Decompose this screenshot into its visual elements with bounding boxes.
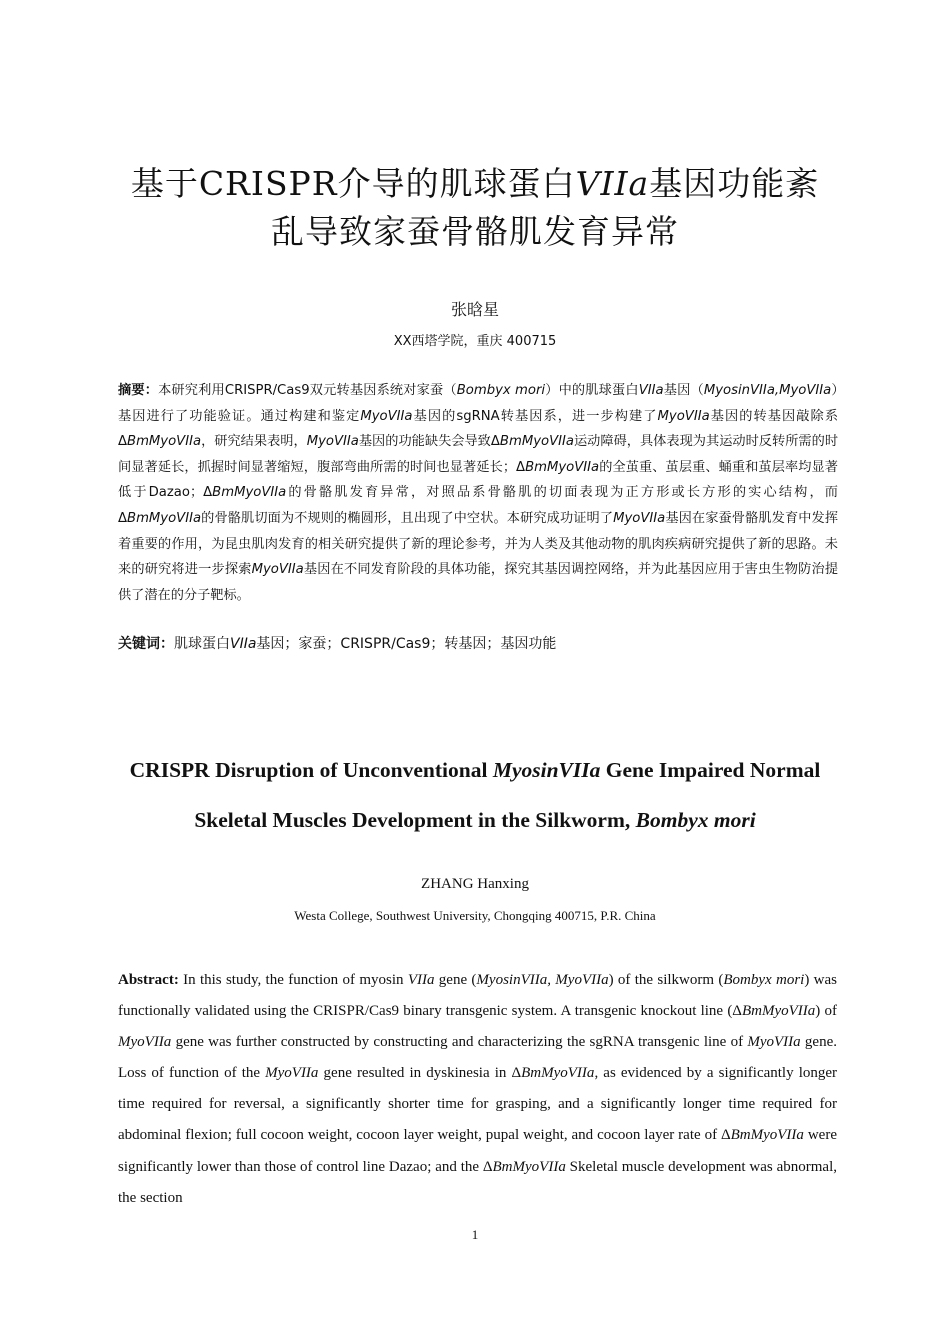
abstract-text: 基因在不同发育阶段的具体功能，探究其基因调控网络，并为此基因应用于害虫生物防治提供了潜在的分子靶标。 xyxy=(118,562,839,603)
abstract-text: 的全茧重、茧层重、蛹重和茧层率均显著低于Dazao；Δ xyxy=(118,459,838,501)
abstract-text: gene was further constructed by constructing and characterizing the sgRNA transgenic line of xyxy=(171,1034,748,1051)
english-title-gene: MyosinVIIa xyxy=(492,758,601,782)
keywords-text: 基因；家蚕；CRISPR/Cas9；转基因；基因功能 xyxy=(256,636,557,652)
chinese-abstract-label: 摘要： xyxy=(118,383,159,398)
chinese-affiliation: XX西塔学院，重庆 400715 xyxy=(393,334,557,349)
abstract-italic: BmMyoVIIa xyxy=(212,485,287,501)
abstract-italic: BmMyoVIIa xyxy=(499,434,574,450)
chinese-keywords xyxy=(118,632,838,656)
english-title xyxy=(100,745,850,845)
abstract-text: ) was functionally validated using the CRISPR/Cas9 binary transgenic system. A transgenic knockout line (Δ xyxy=(118,972,837,1020)
keywords-italic: VIIa xyxy=(230,636,257,652)
abstract-text: 基因在家蚕骨骼肌发育中发挥着重要的作用，为昆虫肌肉发育的相关研究提供了新的理论参考，并为人类及其他动物的肌肉疾病研究提供了新的思路。未来的研究将进一步探索 xyxy=(118,510,839,578)
chinese-keywords-label: 关键词： xyxy=(118,636,174,652)
chinese-title xyxy=(100,160,850,256)
english-title-part: CRISPR Disruption of Unconventional xyxy=(129,758,493,782)
abstract-text: ）中的肌球蛋白 xyxy=(545,383,639,398)
abstract-text: ) of xyxy=(815,1003,837,1020)
chinese-title-gene: VIIa xyxy=(575,164,650,203)
abstract-italic: BmMyoVIIa xyxy=(730,1127,804,1144)
abstract-text: were significantly lower than those of control line Dazao; and the Δ xyxy=(118,1127,837,1175)
chinese-title-part: 基于CRISPR介导的肌球蛋白 xyxy=(130,164,576,203)
abstract-text: 运动障碍，具体表现为其运动时反转所需的时间显著延长，抓握时间显著缩短，腹部弯曲所需的时间也显著延长；Δ xyxy=(118,434,839,475)
abstract-text: ）基因进行了功能验证。通过构建和鉴定 xyxy=(118,383,838,424)
abstract-italic: MyoVIIa xyxy=(657,408,710,424)
abstract-text: 的骨骼肌切面为不规则的椭圆形，且出现了中空状。本研究成功证明了 xyxy=(201,510,614,526)
abstract-italic: MyoVIIa xyxy=(118,1034,172,1051)
abstract-italic: MyoVIIa xyxy=(747,1034,801,1051)
abstract-italic: MyoVIIa xyxy=(613,510,666,526)
english-author: ZHANG Hanxing xyxy=(421,876,529,892)
abstract-italic: MyosinVIIa, MyoVIIa xyxy=(476,972,609,988)
abstract-italic: BmMyoVIIa xyxy=(521,1065,595,1082)
abstract-text: , as evidenced by a significantly longer time required for reversal, a significantly shorter time for grasping, and a significantly longer time required for abdominal flexion; full cocoon weight, cocoon layer weight, pupal weight, and cocoon layer rate of Δ xyxy=(118,1065,838,1144)
abstract-italic: Bombyx mori xyxy=(456,383,546,398)
english-affiliation: Westa College, Southwest University, Chongqing 400715, P.R. China xyxy=(294,908,656,923)
abstract-text: 的骨骼肌发育异常，对照品系骨骼肌的切面表现为正方形或长方形的实心结构，而Δ xyxy=(118,485,838,526)
english-title-species: Bombyx mori xyxy=(635,808,756,832)
abstract-italic: Bombyx mori xyxy=(723,972,805,988)
keywords-text: 肌球蛋白 xyxy=(174,636,230,652)
abstract-text: gene ( xyxy=(434,972,477,988)
abstract-text: ，研究结果表明， xyxy=(201,434,307,450)
abstract-text: ) of the silkworm ( xyxy=(608,972,724,988)
chinese-abstract xyxy=(118,378,838,608)
abstract-text: Skeletal muscle development was abnormal, the section xyxy=(118,1158,837,1206)
page-number: 1 xyxy=(471,1227,479,1242)
chinese-title-part: 乱导致家蚕骨骼肌发育异常 xyxy=(271,212,679,251)
abstract-italic: MyoVIIa xyxy=(251,562,304,578)
chinese-title-part: 基因功能紊 xyxy=(649,164,820,203)
abstract-text: In this study, the function of myosin xyxy=(178,972,408,988)
abstract-italic: MyoVIIa xyxy=(360,408,413,424)
abstract-text: 基因的转基因敲除系Δ xyxy=(118,408,839,450)
abstract-text: gene. Loss of function of the xyxy=(118,1034,837,1082)
abstract-italic: MyosinVIIa,MyoVIIa xyxy=(703,383,832,398)
chinese-author: 张晗星 xyxy=(450,300,499,319)
abstract-italic: BmMyoVIIa xyxy=(525,459,600,475)
abstract-italic: MyoVIIa xyxy=(306,434,359,450)
abstract-italic: VIIa xyxy=(407,972,435,988)
abstract-text: 基因的sgRNA转基因系，进一步构建了 xyxy=(412,408,658,424)
abstract-italic: BmMyoVIIa xyxy=(492,1158,566,1175)
abstract-italic: BmMyoVIIa xyxy=(127,510,202,526)
abstract-italic: VIIa xyxy=(638,383,664,398)
abstract-italic: BmMyoVIIa xyxy=(741,1003,816,1020)
english-title-part: Gene Impaired Normal Skeletal Muscles Development in the Silkworm, xyxy=(194,758,821,832)
abstract-italic: MyoVIIa xyxy=(265,1065,319,1082)
abstract-text: 基因的功能缺失会导致Δ xyxy=(358,434,500,450)
english-abstract-label: Abstract: xyxy=(118,972,179,988)
abstract-text: 基因（ xyxy=(663,383,704,398)
abstract-text: 本研究利用CRISPR/Cas9双元转基因系统对家蚕（ xyxy=(158,383,457,398)
english-abstract xyxy=(118,965,837,1214)
abstract-italic: BmMyoVIIa xyxy=(127,434,202,450)
abstract-text: gene resulted in dyskinesia in Δ xyxy=(318,1065,522,1082)
